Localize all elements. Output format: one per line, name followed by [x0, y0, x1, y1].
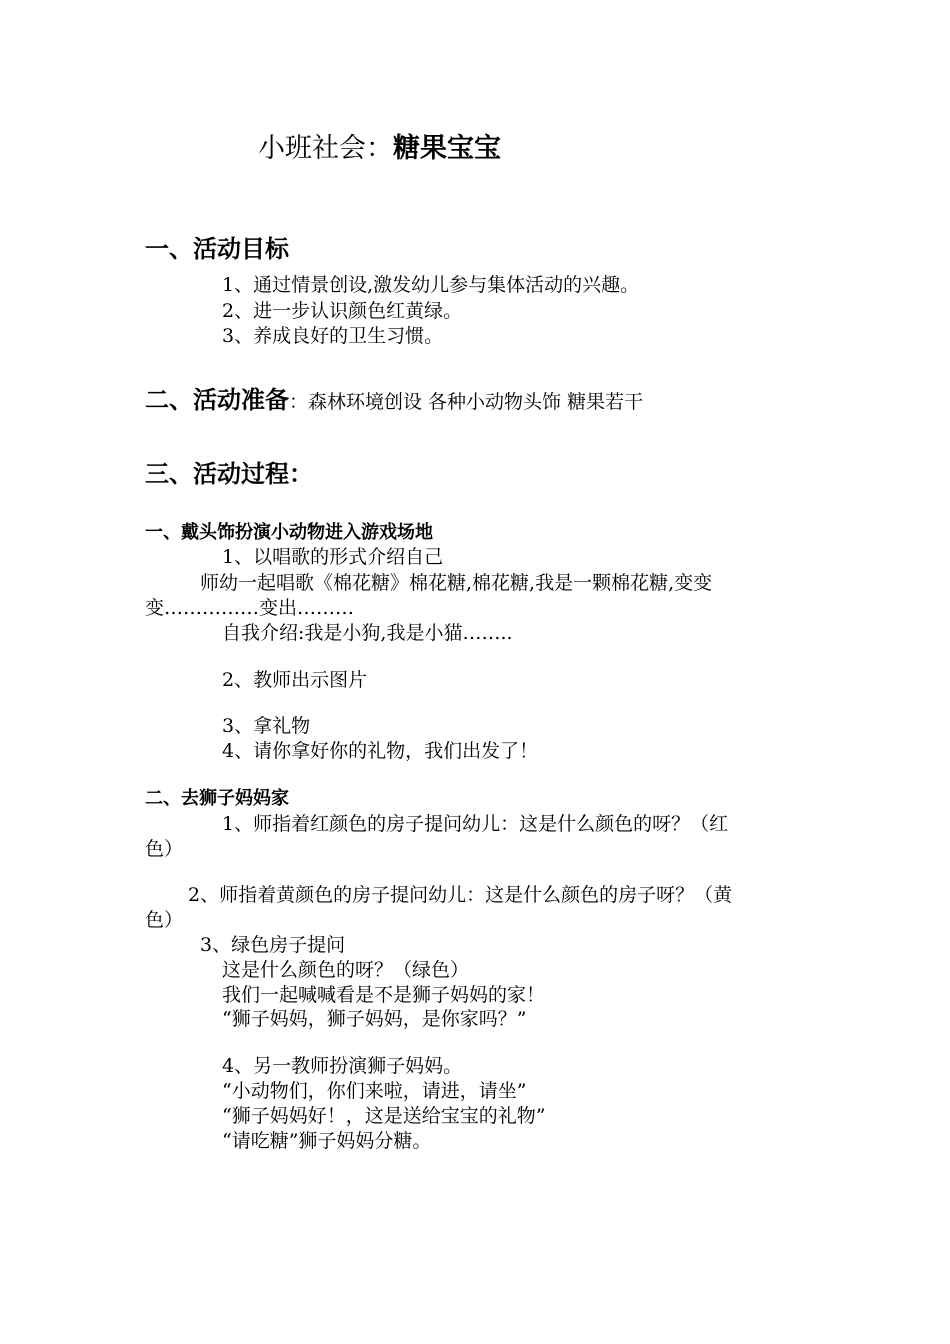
- part1-line-4: 自我介绍:我是小狗,我是小猫……..: [222, 622, 513, 644]
- section-heading-goals: 一、活动目标: [145, 235, 289, 263]
- goal-item-3: 3、养成良好的卫生习惯。: [222, 325, 444, 347]
- part1-line-6: 3、拿礼物: [222, 715, 311, 737]
- part2-line-6: 这是什么颜色的呀？（绿色）: [222, 959, 470, 981]
- title-main: 糖果宝宝: [393, 133, 501, 164]
- part1-line-3: 变……………变出………: [145, 597, 355, 619]
- part2-line-2: 色）: [145, 838, 184, 860]
- part2-line-12: “请吃糖”狮子妈妈分糖。: [222, 1130, 432, 1152]
- part2-line-7: 我们一起喊喊看是不是狮子妈妈的家！: [222, 984, 546, 1006]
- part2-line-9: 4、另一教师扮演狮子妈妈。: [222, 1055, 463, 1077]
- part2-line-11: “狮子妈妈好！，这是送给宝宝的礼物”: [222, 1105, 546, 1127]
- part1-line-5: 2、教师出示图片: [222, 669, 368, 691]
- preparation-content: ：森林环境创设 各种小动物头饰 糖果若干: [289, 391, 644, 413]
- section-heading-preparation: [145, 388, 643, 412]
- part2-line-5: 3、绿色房子提问: [200, 934, 346, 956]
- part2-line-4: 色）: [145, 909, 184, 931]
- part2-heading: 二、去狮子妈妈家: [145, 788, 289, 809]
- part2-line-8: “狮子妈妈，狮子妈妈，是你家吗？”: [222, 1008, 527, 1030]
- goal-item-1: 1、通过情景创设,激发幼儿参与集体活动的兴趣。: [222, 274, 640, 296]
- part2-line-3: 2、师指着黄颜色的房子提问幼儿：这是什么颜色的房子呀？（黄: [188, 884, 733, 906]
- part2-line-10: “小动物们，你们来啦，请进，请坐”: [222, 1080, 527, 1102]
- preparation-label: 二、活动准备: [145, 386, 289, 414]
- part1-line-2: 师幼一起唱歌《棉花糖》棉花糖,棉花糖,我是一颗棉花糖,变变: [200, 572, 713, 594]
- part1-heading: 一、戴头饰扮演小动物进入游戏场地: [145, 522, 433, 543]
- title-prefix: 小班社会：: [258, 133, 393, 164]
- document-title: [258, 135, 501, 162]
- section-heading-process: 三、活动过程：: [145, 460, 313, 488]
- goal-item-2: 2、进一步认识颜色红黄绿。: [222, 300, 463, 322]
- part1-line-7: 4、请你拿好你的礼物，我们出发了！: [222, 740, 539, 762]
- part2-line-1: 1、师指着红颜色的房子提问幼儿：这是什么颜色的呀？（红: [222, 813, 729, 835]
- part1-line-1: 1、以唱歌的形式介绍自己: [222, 546, 444, 568]
